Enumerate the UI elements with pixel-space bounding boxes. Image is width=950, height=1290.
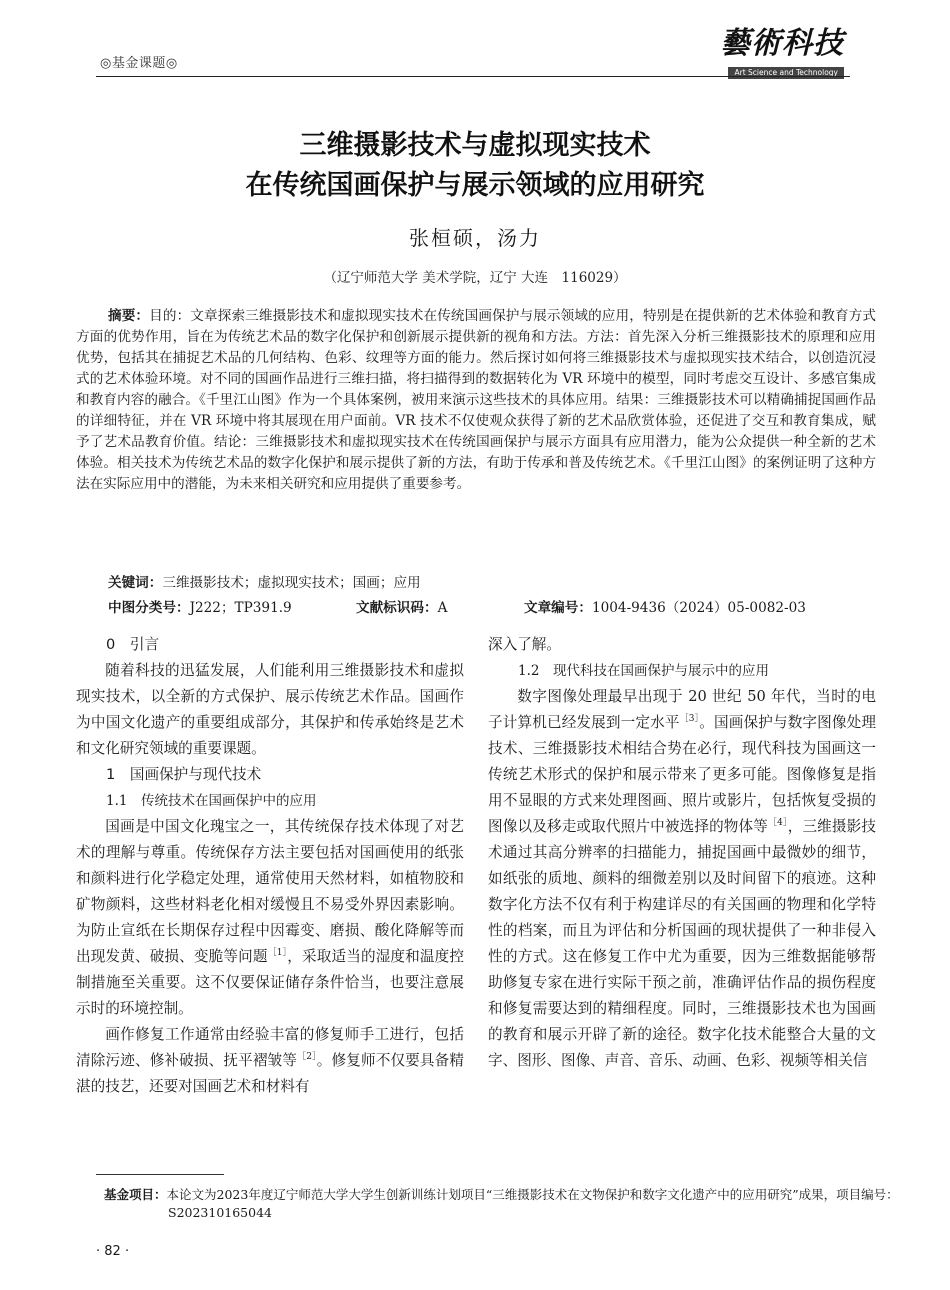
article-no-label: 文章编号： — [524, 600, 592, 616]
doc-code-value: A — [437, 600, 448, 616]
clc-label: 中图分类号： — [108, 600, 190, 616]
clc-value: J222；TP391.9 — [189, 600, 292, 616]
footnote-rule — [96, 1174, 224, 1175]
title-line-1: 三维摄影技术与虚拟现实技术 — [299, 130, 651, 161]
left-column — [76, 632, 464, 1100]
subsection-heading-1-1: 1.1 传统技术在国画保护中的应用 — [106, 793, 317, 809]
citation-ref[interactable]: ［4］ — [768, 818, 788, 829]
abstract-text: 目的：文章探索三维摄影技术和虚拟现实技术在传统国画保护与展示领域的应用，特别是在提供新的艺术体验和教育方式方面的优势作用，旨在为传统艺术品的数字化保护和创新展示提供新的视角和方法。方法：首先深入分析三维摄影技术的原理和应用优势，包括其在捕捉艺术品的几何结构、色彩、纹理等方面的能力。然后探讨如何将三维摄影技术与虚拟现实技术结合，以创造沉浸式的艺术体验环境。对不同的国画作品进行三维扫描，将扫描得到的数据转化为 VR 环境中的模型，同时考虑交互设计、多感官集成和教育内容的融合。《千里江山图》作为一个具体案例，被用来演示这些技术的具体应用。结果：三维摄影技术可以精确捕捉国画作品的详细特征，并在 VR 环境中将其展现在用户面前。VR 技术不仅使观众获得了新的艺术品欣赏体验，还促进了交互和教育集成，赋予了艺术品教育价值。结论：三维摄影技术和虚拟现实技术在传统国画保护与展示方面具有应用潜力，能为公众提供一种全新的艺术体验。相关技术为传统艺术品的数字化保护和展示提供了新的方法，有助于传承和普及传统艺术。《千里江山图》的案例证明了这种方法在实际应用中的潜能，为未来相关研究和应用提供了重要参考。 — [76, 308, 877, 492]
keywords-text: 三维摄影技术；虚拟现实技术；国画；应用 — [162, 575, 421, 591]
funding-footnote — [104, 1186, 944, 1222]
footnote-text: 本论文为2023年度辽宁师范大学大学生创新训练计划项目“三维摄影技术在文物保护和数字文化遗产中的应用研究”成果，项目编号：S202310165044 — [166, 1187, 899, 1220]
journal-name-en: Art Science and Technology — [728, 67, 844, 79]
journal-name-cn: 藝術科技 — [720, 26, 844, 61]
paragraph: 国画是中国文化瑰宝之一，其传统保存技术体现了对艺术的理解与尊重。传统保存方法主要包括对国画使用的纸张和颜料进行化学稳定处理，通常使用天然材料，如植物胶和矿物颜料，这些材料老化相对缓慢且不易受外界因素影响。为防止宣纸在长期保存过程中因霉变、磨损、酸化降解等而出现发黄、破损、变脆等问题$^{[1]}$，采取适当的湿度和温度控制措施至关重要。这不仅要保证储存条件恰当，也要注意展示时的环境控制。 — [76, 818, 464, 1017]
footnote-label: 基金项目： — [104, 1187, 167, 1202]
paragraph: 数字图像处理最早出现于 20 世纪 50 年代，当时的电子计算机已经发展到一定水平$^{[3]}$。国画保护与数字图像处理技术、三维摄影技术相结合势在必行，现代科技为国画这一传统艺术形式的保护和展示带来了更多可能。图像修复是指用不显眼的方式来处理图画、照片或影片，包括恢复受损的图像以及移走或取代照片中被选择的物体等$^{[4]}$，三维摄影技术通过其高分辨率的扫描能力，捕捉国画中最微妙的细节，如纸张的质地、颜料的细微差别以及时间留下的痕迹。这种数字化方法不仅有利于构建详尽的有关国画的物理和化学特性的档案，而且为评估和分析国画的现状提供了一种非侵入性的方式。这在修复工作中尤为重要，因为三维数据能够帮助修复专家在进行实际干预之前，准确评估作品的损伤程度和修复需要达到的精细程度。同时，三维摄影技术也为国画的教育和展示开辟了新的途径。数字化技术能整合大量的文字、图形、图像、声音、音乐、动画、色彩、视频等相关信 — [488, 688, 876, 1069]
citation-ref[interactable]: ［1］ — [267, 948, 288, 959]
abstract-label: 摘要： — [108, 308, 150, 324]
paragraph: 画作修复工作通常由经验丰富的修复师手工进行，包括清除污迹、修补破损、抚平褶皱等$^{[2]}$。修复师不仅要具备精湛的技艺，还要对国画艺术和材料有 — [76, 1026, 464, 1095]
header-rule — [96, 76, 850, 77]
section-label: ◎基金课题◎ — [100, 56, 178, 71]
right-column — [488, 632, 876, 1074]
citation-ref[interactable]: ［2］ — [297, 1052, 317, 1063]
section-heading-1: 1 国画保护与现代技术 — [106, 766, 262, 783]
journal-logo — [720, 28, 844, 79]
article-no-value: 1004-9436（2024）05-0082-03 — [591, 600, 806, 616]
page-title — [0, 126, 950, 206]
citation-ref[interactable]: ［3］ — [679, 714, 700, 725]
keywords — [108, 571, 421, 591]
doc-code-label: 文献标识码： — [356, 600, 438, 616]
affiliation: （辽宁师范大学 美术学院，辽宁 大连 116029） — [323, 270, 627, 286]
subsection-heading-1-2: 1.2 现代科技在国画保护与展示中的应用 — [518, 663, 769, 679]
paragraph-continued: 深入了解。 — [488, 636, 561, 653]
page-number: · 82 · — [96, 1244, 130, 1259]
keywords-label: 关键词： — [108, 575, 163, 591]
title-line-2: 在传统国画保护与展示领域的应用研究 — [245, 170, 705, 201]
paragraph: 随着科技的迅猛发展，人们能利用三维摄影技术和虚拟现实技术，以全新的方式保护、展示传统艺术作品。国画作为中国文化遗产的重要组成部分，其保护和传承始终是艺术和文化研究领域的重要课题。 — [76, 662, 464, 757]
authors: 张桓硕，汤力 — [409, 226, 541, 250]
section-heading-0: 0 引言 — [106, 636, 160, 653]
abstract — [76, 306, 876, 495]
